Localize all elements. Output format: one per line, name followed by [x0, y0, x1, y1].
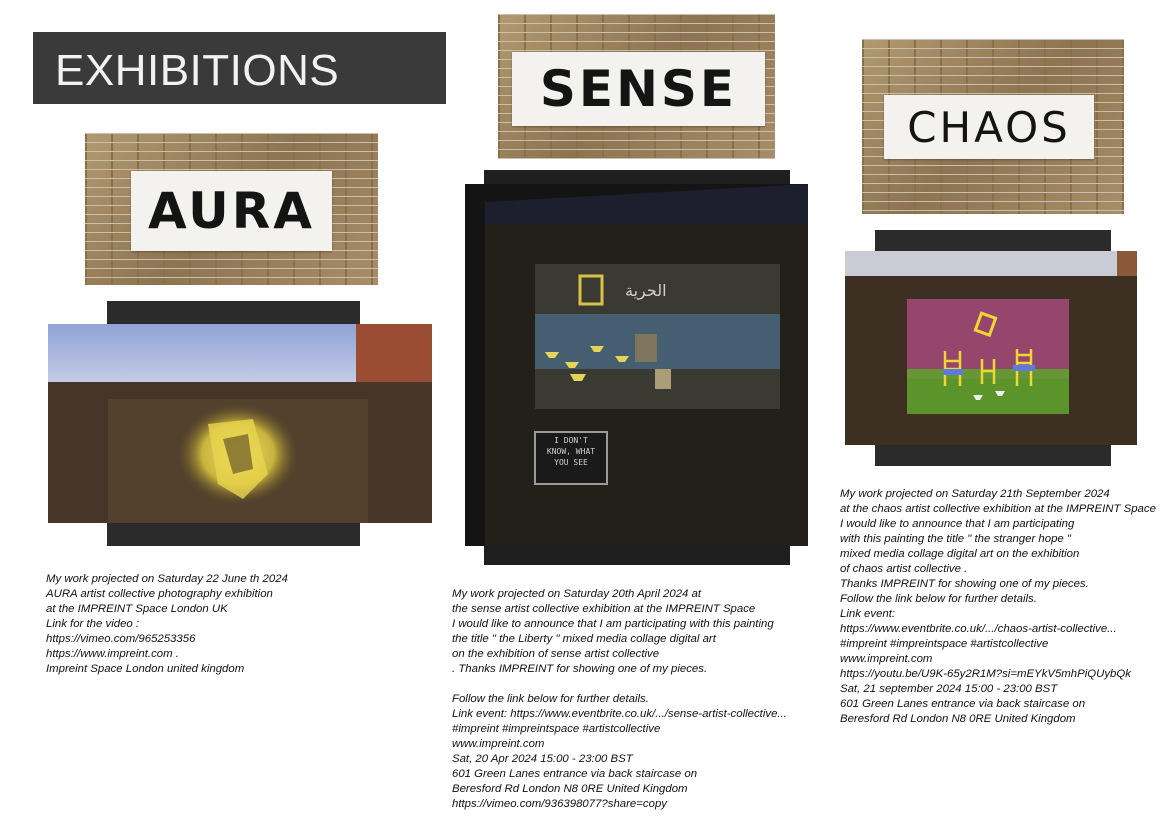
caption-line: www.impreint.com [840, 653, 933, 665]
caption-line: www.impreint.com [452, 738, 545, 750]
caption-line: Beresford Rd London N8 0RE United Kingdom [452, 783, 688, 795]
sense-banner [512, 52, 765, 126]
caption-line: with this painting the title " the stranger hope " [840, 533, 1071, 545]
aura-projection-photo [48, 324, 432, 523]
caption-line: https://www.impreint.com . [46, 648, 179, 660]
caption-line: mixed media collage digital art on the exhibition [840, 548, 1080, 560]
caption-line: Link event: [840, 608, 896, 620]
sense-sign [537, 435, 605, 468]
sense-frame-bottom [484, 545, 790, 565]
sense-caption [452, 587, 787, 812]
sense-projection-graphic [465, 184, 808, 546]
caption-line: #impreint #impreintspace #artistcollective [840, 638, 1049, 650]
caption-line: https://www.eventbrite.co.uk/.../chaos-artist-collective... [840, 623, 1117, 635]
chaos-banner [884, 95, 1094, 159]
caption-line: the sense artist collective exhibition at the IMPREINT Space [452, 603, 756, 615]
chaos-caption [840, 487, 1156, 727]
caption-line: 601 Green Lanes entrance via back staircase on [840, 698, 1086, 710]
caption-line: AURA artist collective photography exhibition [46, 588, 273, 600]
caption-line: Link for the video : [46, 618, 140, 630]
caption-line: My work projected on Saturday 21th September 2024 [840, 488, 1110, 500]
chaos-frame-top [875, 230, 1111, 252]
caption-line: https://vimeo.com/965253356 [46, 633, 196, 645]
sign-line: YOU SEE [554, 458, 588, 467]
caption-line: I would like to announce that I am participating with this painting [452, 618, 774, 630]
caption-line: https://vimeo.com/936398077?share=copy [452, 798, 667, 810]
caption-line: Sat, 21 september 2024 15:00 - 23:00 BST [840, 683, 1058, 695]
caption-line: Follow the link below for further details. [452, 693, 649, 705]
aura-projection-graphic [48, 324, 432, 523]
aura-frame-top [107, 301, 360, 325]
caption-line: Link event: https://www.eventbrite.co.uk/.../sense-artist-collective... [452, 708, 787, 720]
chaos-frame-bottom [875, 444, 1111, 466]
aura-banner-photo [85, 133, 378, 285]
chaos-projection-graphic [845, 251, 1137, 445]
chaos-banner-photo [862, 39, 1124, 214]
sign-line: KNOW, WHAT [546, 447, 596, 456]
sign-line: I DON'T [554, 436, 588, 445]
page-title: EXHIBITIONS [55, 46, 340, 95]
caption-line: #impreint #impreintspace #artistcollective [452, 723, 661, 735]
caption-line: https://youtu.be/U9K-65y2R1M?si=mEYkV5mhPiQUybQk [840, 668, 1131, 680]
caption-line: of chaos artist collective . [840, 563, 968, 575]
caption-line: Follow the link below for further details. [840, 593, 1037, 605]
caption-line: Thanks IMPREINT for showing one of my pieces. [840, 578, 1089, 590]
chaos-projection-photo [845, 251, 1137, 445]
chaos-banner-text: CHAOS [907, 102, 1071, 152]
caption-line: My work projected on Saturday 20th April 2024 at [452, 588, 702, 600]
caption-line: on the exhibition of sense artist collective [452, 648, 660, 660]
caption-line: My work projected on Saturday 22 June th 2024 [46, 573, 288, 585]
aura-banner [131, 171, 332, 251]
aura-caption [46, 572, 288, 677]
sense-banner-text: SENSE [539, 60, 738, 118]
caption-line: at the IMPREINT Space London UK [46, 603, 228, 615]
caption-line: Impreint Space London united kingdom [46, 663, 245, 675]
page-title-box [33, 32, 446, 104]
caption-line: I would like to announce that I am participating [840, 518, 1075, 530]
sense-arabic-text: الحرية [625, 281, 667, 300]
aura-banner-text: AURA [148, 182, 315, 240]
caption-line: . Thanks IMPREINT for showing one of my pieces. [452, 663, 708, 675]
aura-frame-bottom [107, 522, 360, 546]
caption-line: the title " the Liberty " mixed media collage digital art [452, 633, 716, 645]
caption-line: Beresford Rd London N8 0RE United Kingdom [840, 713, 1076, 725]
sense-banner-photo [498, 14, 775, 159]
caption-line: at the chaos artist collective exhibition at the IMPREINT Space [840, 503, 1156, 515]
sense-projection-photo [465, 184, 808, 546]
caption-line: Sat, 20 Apr 2024 15:00 - 23:00 BST [452, 753, 633, 765]
caption-line: 601 Green Lanes entrance via back staircase on [452, 768, 698, 780]
